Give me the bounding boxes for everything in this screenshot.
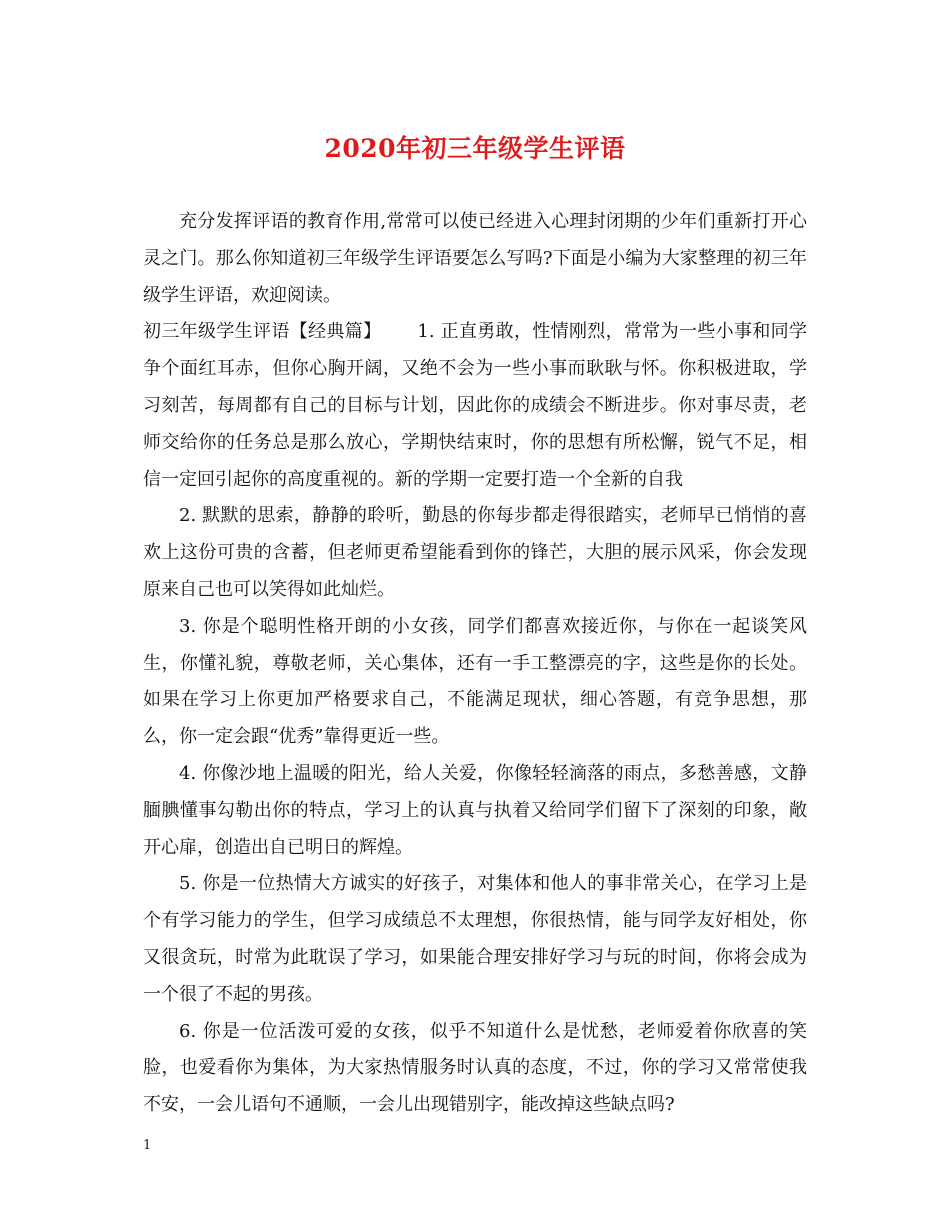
document-title: 2020年初三年级学生评语 (324, 134, 626, 163)
comment-item-4: 4. 你像沙地上温暖的阳光，给人关爱，你像轻轻滴落的雨点，多愁善感，文静腼腆懂事勾勒出你的特点，学习上的认真与执着又给同学们留下了深刻的印象，敞开心扉，创造出自已明日的辉煌。 (143, 762, 807, 858)
comment-item-6: 6. 你是一位活泼可爱的女孩，似乎不知道什么是忧愁，老师爱着你欣喜的笑脸，也爱看你为集体，为大家热情服务时认真的态度，不过，你的学习又常常使我不安，一会儿语句不通顺，一会儿出现错别字，能改掉这些缺点吗? (143, 1020, 807, 1116)
comment-item-2: 2. 默默的思索，静静的聆听，勤恳的你每步都走得很踏实，老师早已悄悄的喜欢上这份可贵的含蓄，但老师更希望能看到你的锋芒，大胆的展示风采，你会发现原来自己也可以笑得如此灿烂。 (143, 505, 807, 600)
comment-item-3: 3. 你是个聪明性格开朗的小女孩，同学们都喜欢接近你，与你在一起谈笑风生，你懂礼貌，尊敬老师，关心集体，还有一手工整漂亮的字，这些是你的长处。如果在学习上你更加严格要求自己，不能满足现状，细心答题，有竞争思想，那么，你一定会跟“优秀”靠得更近一些。 (143, 615, 807, 748)
comment-item-5: 5. 你是一位热情大方诚实的好孩子，对集体和他人的事非常关心，在学习上是个有学习能力的学生，但学习成绩总不太理想，你很热情，能与同学友好相处，你又很贪玩，时常为此耽误了学习，如果能合理安排好学习与玩的时间，你将会成为一个很了不起的男孩。 (143, 873, 807, 1005)
comment-item-1: 1. 正直勇敢，性情刚烈，常常为一些小事和同学争个面红耳赤，但你心胸开阔，又绝不会为一些小事而耿耿与怀。你积极进取，学习刻苦，每周都有自己的目标与计划，因此你的成绩会不断进步。你对事尽责，老师交给你的任务总是那么放心，学期快结束时，你的思想有所松懈，锐气不足，相信一定回引起你的高度重视的。新的学期一定要打造一个全新的自我 (143, 321, 807, 490)
intro-paragraph: 充分发挥评语的教育作用,常常可以使已经进入心理封闭期的少年们重新打开心灵之门。那么你知道初三年级学生评语要怎么写吗?下面是小编为大家整理的初三年级学生评语，欢迎阅读。 (143, 211, 807, 306)
section-heading: 初三年级学生评语【经典篇】 (143, 321, 382, 343)
document-body (143, 204, 807, 1124)
section-paragraph (143, 314, 807, 498)
page-number: 1 (143, 1138, 152, 1153)
